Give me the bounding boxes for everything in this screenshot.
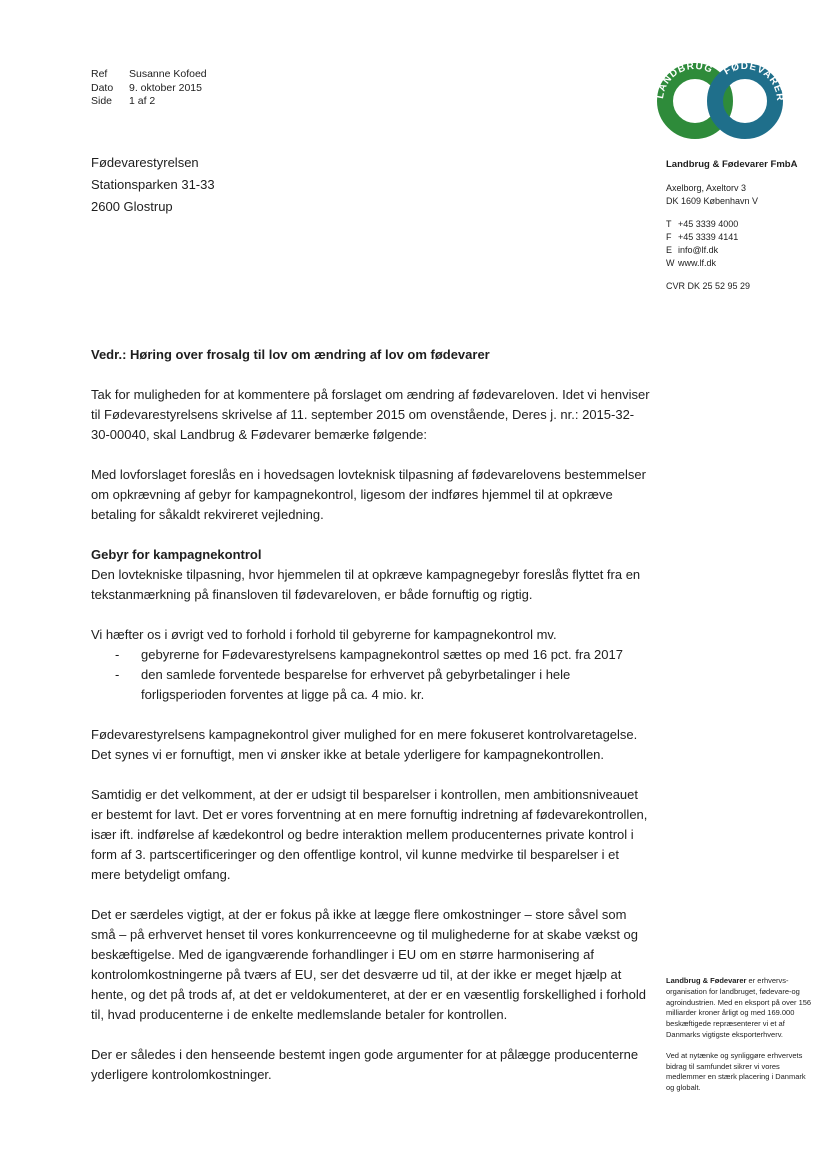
sender-info xyxy=(666,158,797,293)
contact-web: W www.lf.dk xyxy=(666,258,717,268)
paragraph: Tak for muligheden for at kommentere på forslaget om ændring af fødevareloven. Idet vi henviser til Fødevarestyrelsens skrivelse af 11. september 2015 om ovenstående, Deres j. nr.: 2015-32-30-00040, skal Landbrug & Fødevarer bemærke følgende: xyxy=(91,387,650,442)
sender-address-line: Axelborg, Axeltorv 3 xyxy=(666,183,747,193)
sender-cvr: CVR DK 25 52 95 29 xyxy=(666,281,751,291)
organization-description xyxy=(666,976,816,1104)
contact-email: E info@lf.dk xyxy=(666,245,719,255)
paragraph: Samtidig er det velkomment, at der er udsigt til besparelser i kontrollen, men ambitionsniveauet er bestemt for lavt. Det er vores forventning at en mere fornuftig indretning af fødevarekontrollen, især ift. indførelse af kædekontrol og bedre interaktion mellem producenternes private kontrol i form af 3. partscertificeringer og den offentlige kontrol, vil kunne medvirke til besparelser i et mere betydeligt omfang. xyxy=(91,787,648,882)
meta-ref xyxy=(91,68,207,82)
recipient-address xyxy=(91,152,215,218)
paragraph: Der er således i den henseende bestemt ingen gode argumenter for at pålægge producenterne yderligere kontrolomkostninger. xyxy=(91,1047,639,1082)
logo-left-text: LANDBRUG xyxy=(655,62,715,100)
meta-page xyxy=(91,95,207,109)
meta-value: 9. oktober 2015 xyxy=(129,81,202,94)
side-note-paragraph: Ved at nytænke og synliggøre erhvervets bidrag til samfundet sikrer vi vores medlemmer en stærk placering i Danmark og globalt. xyxy=(666,1050,806,1093)
side-note-org-name: Landbrug & Fødevarer xyxy=(666,976,747,985)
list-item: - den samlede forventede besparelse for erhvervet på gebyrbetalinger i hele forligsperioden forventes at ligge på ca. 4 mio. kr. xyxy=(91,665,651,705)
contact-fax: F +45 3339 4141 xyxy=(666,232,739,242)
letter-subject: Vedr.: Høring over frosalg til lov om ændring af lov om fødevarer xyxy=(91,347,490,362)
recipient-name: Fødevarestyrelsen xyxy=(91,155,199,170)
letter-body xyxy=(91,345,651,1105)
dash-bullet-icon: - xyxy=(115,647,120,662)
recipient-street: Stationsparken 31-33 xyxy=(91,177,215,192)
paragraph: Vi hæfter os i øvrigt ved to forhold i forhold til gebyrerne for kampagnekontrol mv. xyxy=(91,627,557,642)
organization-logo xyxy=(655,62,787,140)
logo-right-text: FØDEVARER xyxy=(722,62,786,103)
section-heading: Gebyr for kampagnekontrol xyxy=(91,547,262,562)
side-note-paragraph: Landbrug & Fødevarer er erhvervs-organisation for landbruget, fødevare-og agroindustrien. Med en eksport på over 156 milliarder kroner årligt og med 169.000 beskæftigede repræsenterer vi et af Danmarks vigtigste eksporterhverv. xyxy=(666,976,812,1039)
paragraph: Med lovforslaget foreslås en i hovedsagen lovteknisk tilpasning af fødevarelovens bestemmelser om opkrævning af gebyr for kampagnekontrol, ligesom der indføres hjemmel til at opkræve betaling for såkaldt rekvireret vejledning. xyxy=(91,467,646,522)
paragraph: Fødevarestyrelsens kampagnekontrol giver mulighed for en mere fokuseret kontrolvaretagelse. Det synes vi er fornuftigt, men vi ønsker ikke at betale yderligere for kampagnekontrollen. xyxy=(91,727,638,762)
meta-value: 1 af 2 xyxy=(129,95,156,107)
logo-rings-icon xyxy=(655,62,787,140)
list-item: - gebyrerne for Fødevarestyrelsens kampagnekontrol sættes op med 16 pct. fra 2017 xyxy=(91,645,651,665)
dash-bullet-icon: - xyxy=(115,667,120,682)
sender-address-line: DK 1609 København V xyxy=(666,196,759,206)
meta-date xyxy=(91,82,207,96)
contact-phone: T +45 3339 4000 xyxy=(666,219,739,229)
meta-label: Dato xyxy=(91,81,114,94)
meta-label: Side xyxy=(91,95,113,107)
bullet-list xyxy=(91,645,651,705)
recipient-city: 2600 Glostrup xyxy=(91,199,173,214)
paragraph: Det er særdeles vigtigt, at der er fokus på ikke at lægge flere omkostninger – store såvel som små – på erhvervet henset til vores konkurrenceevne og til mulighederne for at skabe vækst og beskæftigelse. Med de igangværende forhandlinger i EU om en større harmonisering af kontrolomkostningerne på tværs af EU, ser det desværre ud til, at der ikke er meget hjælp at hente, og det på trods af, at det er veldokumenteret, at der er en væsentlig forskellighed i forhold til, hvad producenterne i de enkelte medlemslande betaler for kontrollen. xyxy=(91,907,646,1022)
sender-name: Landbrug & Fødevarer FmbA xyxy=(666,159,798,170)
meta-value: Susanne Kofoed xyxy=(129,68,207,80)
meta-label: Ref xyxy=(91,68,108,80)
paragraph: Den lovtekniske tilpasning, hvor hjemmelen til at opkræve kampagnegebyr foreslås flyttet fra en tekstanmærkning på finansloven til fødevareloven, er både fornuftig og rigtig. xyxy=(91,567,641,602)
letter-meta xyxy=(91,68,207,109)
